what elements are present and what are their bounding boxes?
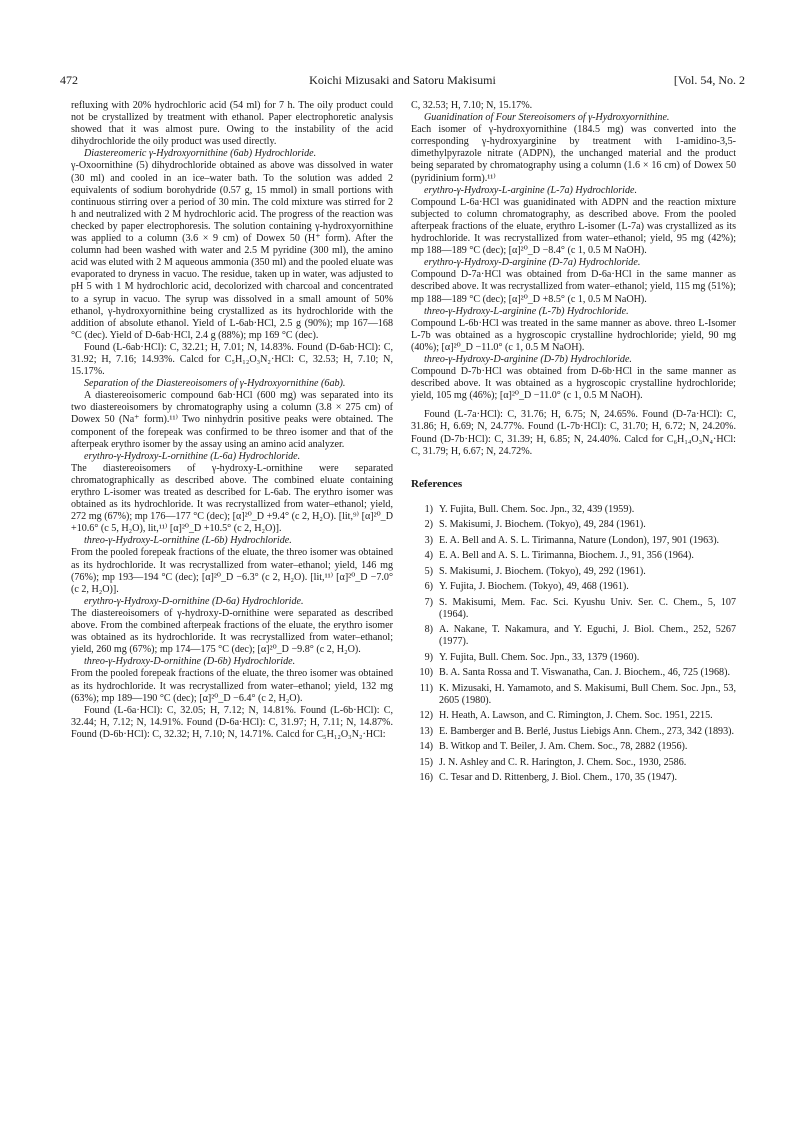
reference-item [411,597,736,621]
reference-number: 13) [419,725,433,737]
reference-item [411,710,736,722]
reference-number: 14) [419,741,433,753]
reference-number: 9) [424,651,433,663]
reference-item [411,652,736,664]
reference-number: 8) [424,624,433,636]
reference-item [411,581,736,593]
volume-issue: [Vol. 54, No. 2 [673,73,745,87]
reference-item [411,504,736,516]
section-subheading: threo-γ-Hydroxy-D-ornithine (D-6b) Hydrochloride. [84,656,296,668]
reference-text: E. A. Bell and A. S. L. Tirimanna, Nature (London), 197, 901 (1963). [439,534,720,546]
body-paragraph: The diastereoisomers of γ-hydroxy-D-ornithine were separated as described above. From the combined afterpeak fractions of the eluate, the erythro isomer was obtained as its hydrochloride. It was recrystallized from water–ethanol; yield, 260 mg (67%); mp 174—175 °C (dec); [α]²⁰_D −9.8° (c 2, H₂O). [71,607,393,656]
reference-number: 4) [424,550,433,562]
running-head-authors: Koichi Mizusaki and Satoru Makisumi [309,73,496,87]
running-head [60,72,745,88]
reference-text: E. A. Bell and A. S. L. Tirimanna, Biochem. J., 91, 356 (1964). [439,550,694,562]
reference-item [411,772,736,784]
section-subheading: threo-γ-Hydroxy-L-ornithine (L-6b) Hydrochloride. [84,535,292,547]
body-paragraph: From the pooled forepeak fractions of the eluate, the threo isomer was obtained as its hydrochloride. It was recrystallized from water–ethanol; yield, 146 mg (76%); mp 193—194 °C (dec); [α]²⁰_D −6.3° (c 2, H₂O). [lit,¹¹⁾ [α]²⁰_D −7.0° (c 2, H₂O)]. [71,547,393,595]
reference-text: B. A. Santa Rossa and T. Viswanatha, Can. J. Biochem., 46, 725 (1968). [439,667,730,679]
body-paragraph: Compound D-7b·HCl was obtained from D-6b·HCl in the same manner as described above. It was obtained as a hygroscopic crystalline hydrochloride; yield, 105 mg (46%); [α]²⁰_D −11.0° (c 1, 0.5 M NaOH). [411,366,736,402]
reference-number: 16) [419,772,433,784]
reference-item [411,741,736,753]
reference-text: B. Witkop and T. Beiler, J. Am. Chem. Soc., 78, 2882 (1956). [439,741,688,753]
reference-text: J. N. Ashley and C. R. Harington, J. Chem. Soc., 1930, 2586. [439,756,687,768]
reference-item [411,667,736,679]
reference-number: 1) [424,503,433,515]
body-paragraph: A diastereoisomeric compound 6ab·HCl (600 mg) was separated into its two diastereoisomers by chromatography using a column (3.8 × 275 cm) of Dowex 50 (Na⁺ form).¹¹⁾ Two ninhydrin positive peaks were obtained. The component of the forepeak was confirmed to be threo isomer and that of the afterpeak erythro isomer by the assay using an amino acid analyzer. [71,390,393,450]
reference-text: A. Nakane, T. Nakamura, and Y. Eguchi, J. Biol. Chem., 252, 5267 (1977). [439,624,736,648]
reference-text: E. Bamberger and B. Berlé, Justus Liebigs Ann. Chem., 273, 342 (1893). [439,725,735,737]
references-heading: References [411,477,463,490]
reference-item [411,566,736,578]
section-subheading: threo-γ-Hydroxy-L-arginine (L-7b) Hydrochloride. [424,305,629,317]
body-paragraph: Compound L-6a·HCl was guanidinated with ADPN and the reaction mixture subjected to column chromatography, as described above. From the pooled afterpeak fractions of the eluate, erythro L-isomer (L-7a) was crystallized as its hydrochloride. It was recrystallized from water–ethanol; yield, 95 mg (42%); mp 188—189 °C (dec); [α]²⁰_D −8.4° (c 1, 0.5 M NaOH). [411,196,736,257]
reference-text: S. Makisumi, J. Biochem. (Tokyo), 49, 284 (1961). [439,519,646,531]
body-paragraph: C, 32.53; H, 7.10; N, 15.17%. [411,100,533,111]
reference-number: 15) [419,756,433,768]
body-paragraph: refluxing with 20% hydrochloric acid (54 ml) for 7 h. The oily product could not be crystallized by treatment with ethanol. Paper electrophoretic analysis showed that it was almost pure. Owing to the instability of the acid dihydrochloride the oily product was used directly. [71,100,393,148]
section-subheading: Diastereomeric γ-Hydroxyornithine (6ab) Hydrochloride. [84,148,317,160]
reference-item [411,757,736,769]
reference-item [411,726,736,738]
reference-item [411,519,736,531]
reference-number: 7) [424,596,433,608]
reference-number: 11) [419,682,433,694]
reference-item [411,550,736,562]
reference-item [411,535,736,547]
body-paragraph: Found (L-6a·HCl): C, 32.05; H, 7.12; N, 14.81%. Found (L-6b·HCl): C, 32.44; H, 7.12; N, 14.91%. Found (D-6a·HCl): C, 31.97; H, 7.11; N, 14.87%. Found (D-6b·HCl): C, 32.32; H, 7.10; N, 14.71%. Calcd for C₅H₁₂O₃N₂·HCl: [71,704,393,740]
reference-text: Y. Fujita, Bull. Chem. Soc. Jpn., 32, 439 (1959). [439,503,635,515]
body-paragraph: Each isomer of γ-hydroxyornithine (184.5 mg) was converted into the corresponding γ-hydroxyarginine by treatment with 1-amidino-3,5-dimethylpyrazole nitrate (ADPN), the unchanged material and the product being separated by chromatography using a column (1.6 × 16 cm) of Dowex 50 (pyridinium form).¹¹⁾ [411,124,736,184]
reference-number: 3) [424,534,433,546]
body-paragraph: Compound D-7a·HCl was obtained from D-6a·HCl in the same manner as described above. It was recrystallized from water–ethanol; yield, 115 mg (51%); mp 188—189 °C (dec); [α]²⁰_D +8.5° (c 1, 0.5 M NaOH). [411,269,736,305]
left-column [71,100,393,741]
reference-item [411,624,736,648]
page-number: 472 [60,73,78,87]
reference-text: Y. Fujita, Bull. Chem. Soc. Jpn., 33, 1379 (1960). [439,651,640,663]
reference-number: 12) [419,710,433,722]
section-subheading: erythro-γ-Hydroxy-D-arginine (D-7a) Hydrochloride. [424,257,641,269]
right-column [411,100,736,788]
reference-text: S. Makisumi, Mem. Fac. Sci. Kyushu Univ. Ser. C. Chem., 5, 107 (1964). [439,596,736,620]
body-paragraph: Compound L-6b·HCl was treated in the same manner as above. threo L-Isomer L-7b was obtained as a hygroscopic crystalline hydrochloride; yield, 90 mg (40%); [α]²⁰_D −11.0° (c 1, 0.5 M NaOH). [411,317,736,353]
body-paragraph: The diastereoisomers of γ-hydroxy-L-ornithine were separated chromatographically as described above. The combined eluate containing erythro L-isomer was treated as described for L-6ab. The erythro isomer was obtained as its hydrochloride. It was recrystallized from water–ethanol; yield, 272 mg (67%); mp 176—177 °C (dec); [α]²⁰_D +9.4° (c 2, H₂O). [lit,⁹⁾ [α]²⁰_D +10.6° (c 5, H₂O), lit,¹¹⁾ [α]²⁰_D +10.5° (c 2, H₂O)]. [71,462,393,535]
section-subheading: Guanidination of Four Stereoisomers of γ-Hydroxyornithine. [424,112,670,124]
reference-text: Y. Fujita, J. Biochem. (Tokyo), 49, 468 (1961). [439,581,629,593]
reference-number: 2) [424,519,433,531]
body-paragraph: γ-Oxoornithine (5) dihydrochloride obtained as above was dissolved in water (30 ml) and cooled in an ice–water bath. To the solution was added 2 equivalents of sodium borohydride (0.57 g, 15 mmol) in small portions with continuous stirring over a period of 30 min. The cold mixture was stirred for 2 h and neutralized with 2 M hydrochloric acid. The progress of the reaction was checked by paper electrophoresis. The solution containing γ-hydroxyornithine was applied to a column (3.6 × 9 cm) of Dowex 50 (H⁺ form). After the column had been washed with water and 2.5 M pyridine (300 ml), the amino acid was eluted with 2 M aqueous ammonia (350 ml) and the pooled eluate was evaporated to dryness in vacuo. The residue, taken up in water, was adjusted to pH 5 with 1 M hydrochloric acid, decolorized with charcoal and concentrated to a syrup in vacuo. The syrup was dissolved in a small amount of 50% ethanol, γ-hydroxyornithine being crystallized as its hydrochloride with the addition of absolute ethanol. Yield of L-6ab·HCl, 2.5 g (90%); mp 167—168 °C (dec). Yield of D-6ab·HCl, 2.4 g (88%); mp 169 °C (dec). [71,160,393,341]
section-subheading: erythro-γ-Hydroxy-D-ornithine (D-6a) Hydrochloride. [84,595,304,607]
reference-item [411,683,736,707]
reference-list [411,504,736,785]
reference-number: 6) [424,581,433,593]
reference-text: H. Heath, A. Lawson, and C. Rimington, J. Chem. Soc. 1951, 2215. [439,710,713,722]
reference-number: 5) [424,565,433,577]
reference-text: K. Mizusaki, H. Yamamoto, and S. Makisumi, Bull Chem. Soc. Jpn., 53, 2605 (1980). [439,682,736,706]
reference-text: C. Tesar and D. Rittenberg, J. Biol. Chem., 170, 35 (1947). [439,772,678,784]
body-paragraph: Found (L-7a·HCl): C, 31.76; H, 6.75; N, 24.65%. Found (D-7a·HCl): C, 31.86; H, 6.69; N, 24.77%. Found (L-7b·HCl): C, 31.70; H, 6.72; N, 24.20%. Found (D-7b·HCl): C, 31.39; H, 6.85; N, 24.40%. Calcd for C₆H₁₄O₃N₄·HCl: C, 31.79; H, 6.67; N, 24.72%. [411,409,736,457]
body-paragraph: Found (L-6ab·HCl): C, 32.21; H, 7.01; N, 14.83%. Found (D-6ab·HCl): C, 31.92; H, 7.16; 14.93%. Calcd for C₅H₁₂O₃N₂·HCl: C, 32.53; H, 7.10; N, 15.17%. [71,341,393,378]
section-subheading: erythro-γ-Hydroxy-L-arginine (L-7a) Hydrochloride. [424,184,637,196]
section-subheading: erythro-γ-Hydroxy-L-ornithine (L-6a) Hydrochloride. [84,450,301,462]
section-subheading: threo-γ-Hydroxy-D-arginine (D-7b) Hydrochloride. [424,353,632,365]
section-subheading: Separation of the Diastereoisomers of γ-Hydroxyornithine (6ab). [84,378,346,390]
body-paragraph: From the pooled forepeak fractions of the eluate, the threo isomer was obtained as its hydrochloride. It was recrystallized from water–ethanol; yield, 132 mg (63%); mp 189—190 °C (dec); [α]²⁰_D −6.4° (c 2, H₂O). [71,668,393,704]
reference-number: 10) [419,667,433,679]
reference-text: S. Makisumi, J. Biochem. (Tokyo), 49, 292 (1961). [439,565,646,577]
